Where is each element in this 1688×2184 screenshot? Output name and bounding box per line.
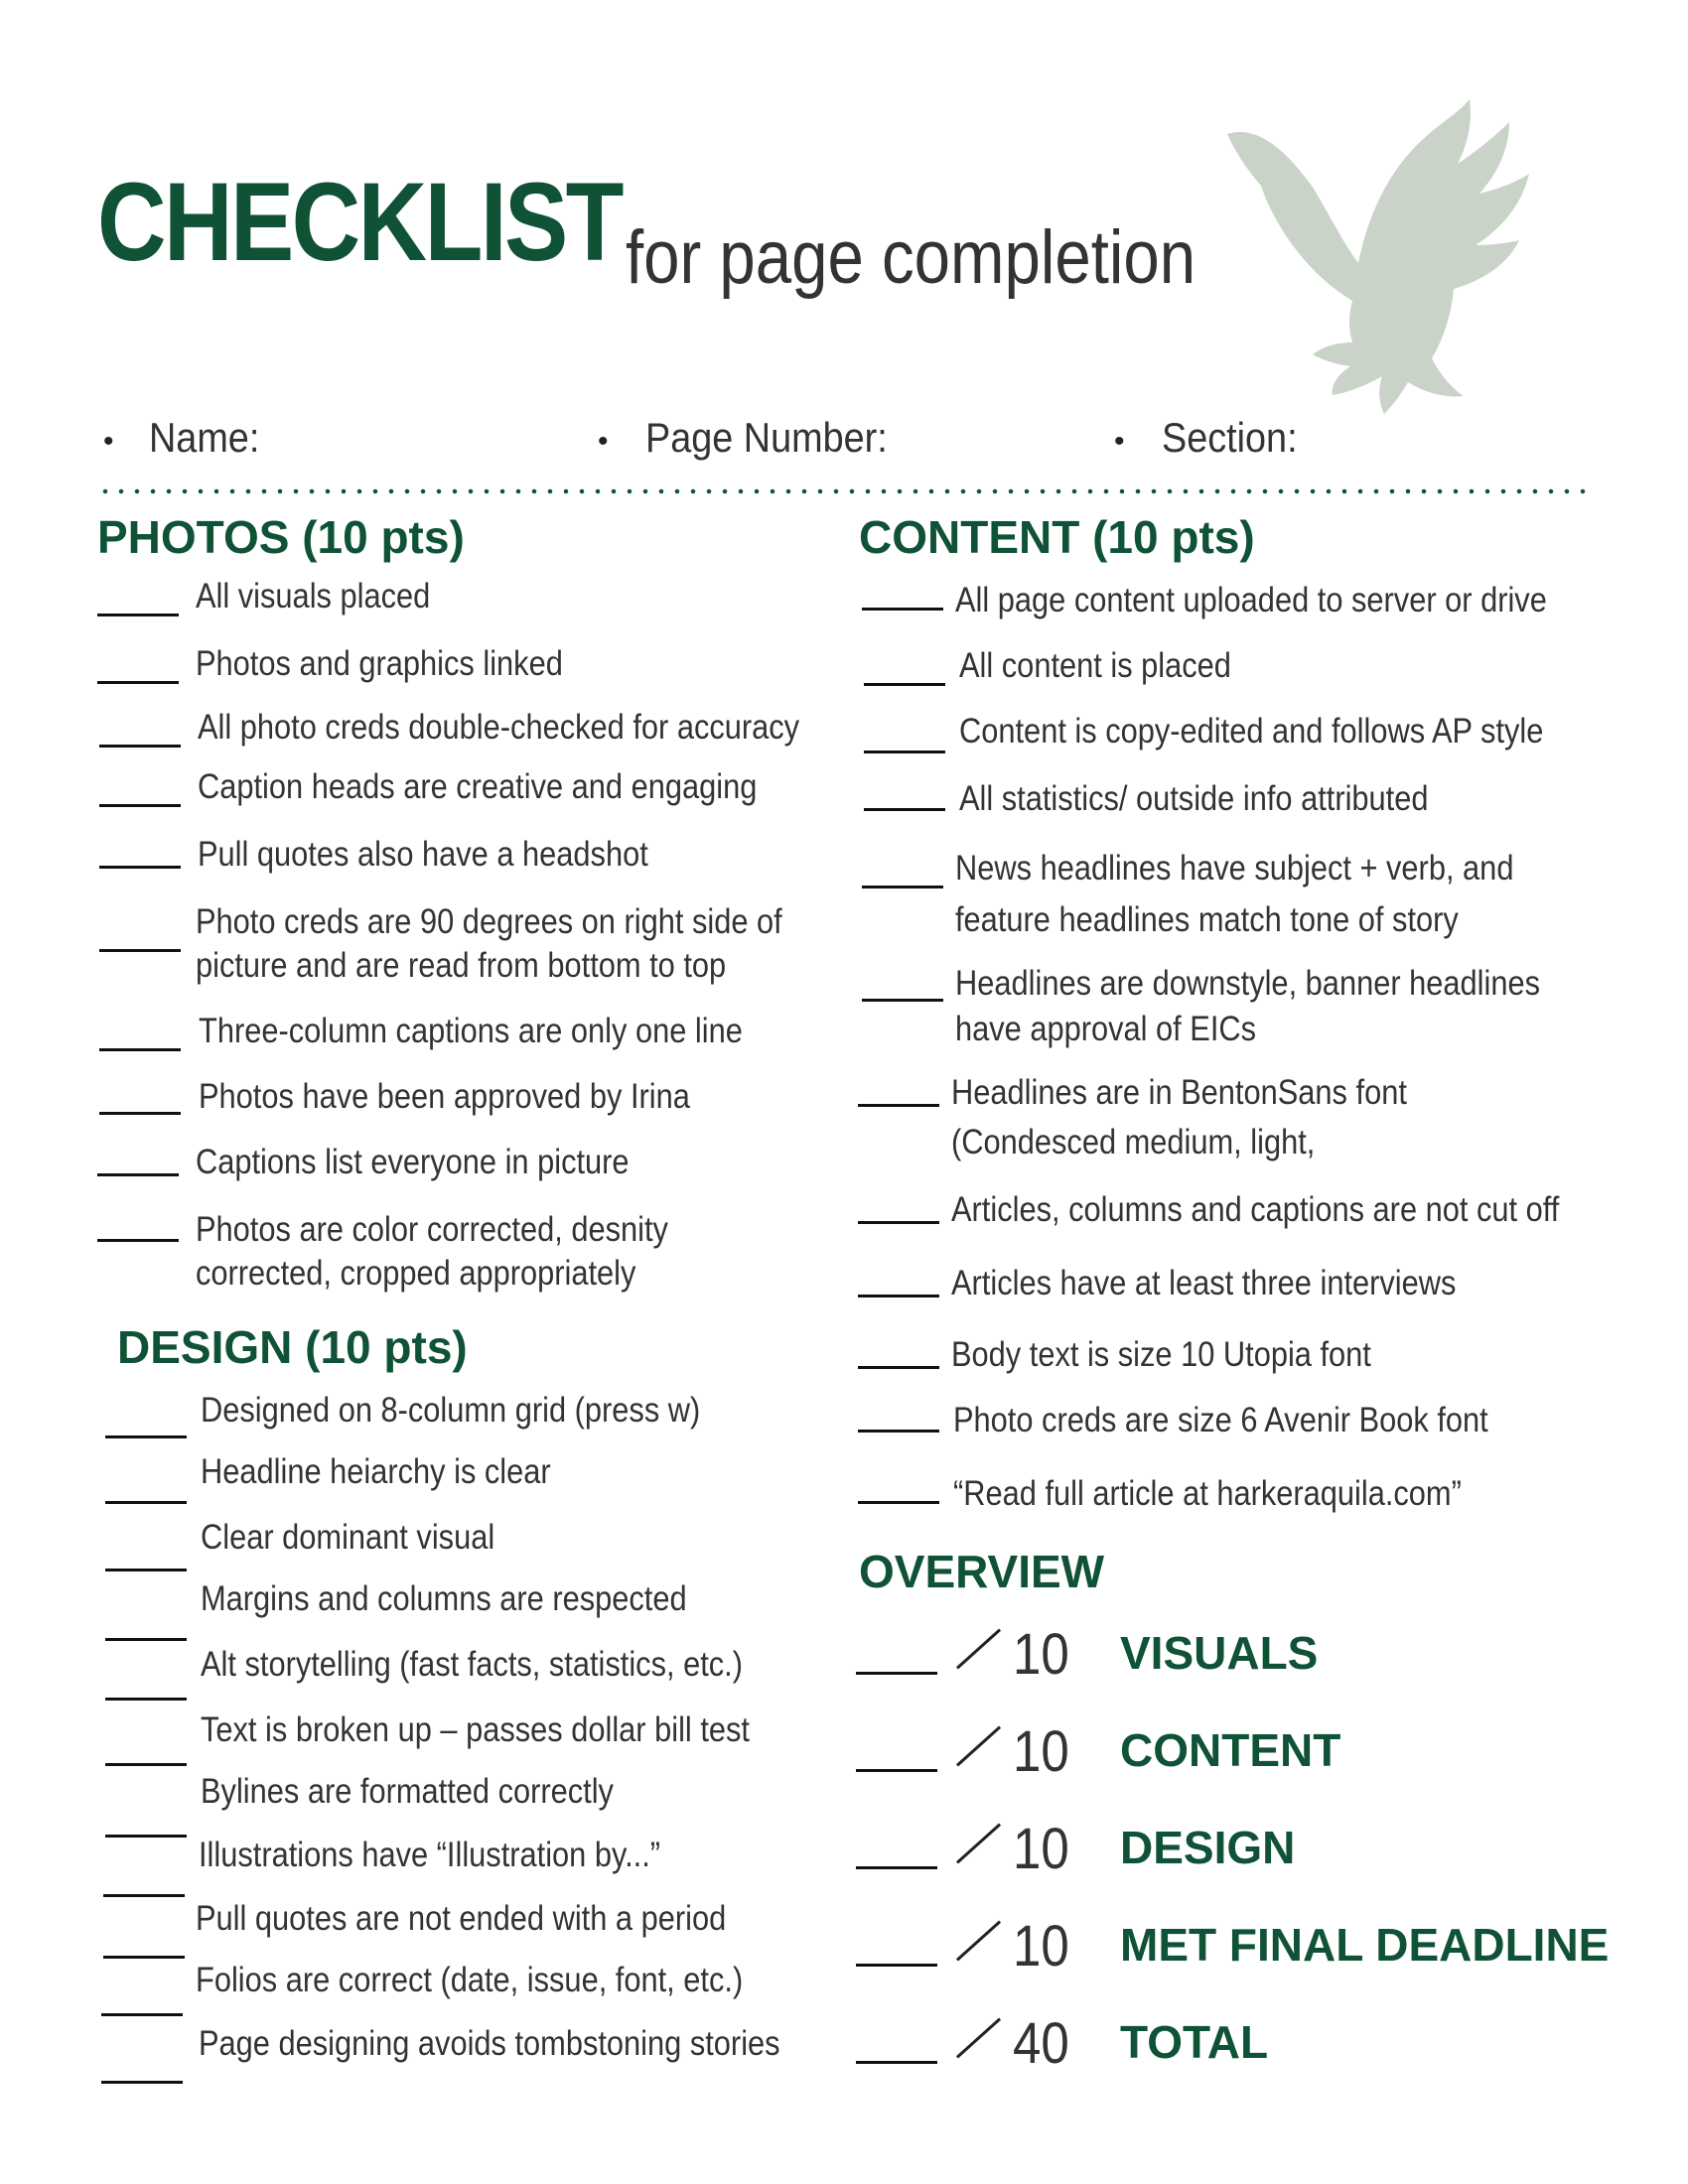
overview-label: DESIGN — [1120, 1822, 1296, 1873]
photos-item: Three-column captions are only one line — [199, 1012, 743, 1050]
design-item: Margins and columns are respected — [201, 1579, 687, 1618]
overview-max-score: 10 — [1013, 1817, 1069, 1881]
blank-line — [856, 1672, 937, 1675]
photos-item: Photos have been approved by Irina — [199, 1077, 690, 1116]
photos-item: corrected, cropped appropriately — [196, 1254, 636, 1293]
slash-icon — [956, 1628, 1001, 1669]
photos-item: Pull quotes also have a headshot — [198, 835, 648, 874]
blank-line — [858, 1430, 939, 1433]
bullet-icon: • — [103, 425, 114, 458]
content-item: All page content uploaded to server or drive — [955, 581, 1547, 619]
bullet-icon: • — [598, 425, 609, 458]
overview-label: CONTENT — [1120, 1724, 1341, 1776]
design-item: Illustrations have “Illustration by...” — [199, 1836, 661, 1874]
blank-line — [99, 866, 181, 869]
photos-item: Photo creds are 90 degrees on right side of — [196, 902, 782, 941]
blank-line — [105, 1501, 187, 1504]
blank-line — [105, 1698, 187, 1701]
blank-line — [862, 999, 943, 1002]
blank-line — [105, 1763, 187, 1766]
photos-item: All photo creds double-checked for accuracy — [198, 708, 800, 747]
content-item: All content is placed — [959, 646, 1231, 685]
design-heading: DESIGN (10 pts) — [117, 1321, 468, 1373]
content-item: Body text is size 10 Utopia font — [951, 1335, 1371, 1374]
design-item: Folios are correct (date, issue, font, etc.) — [196, 1961, 744, 1999]
page-number-field-label: Page Number: — [645, 414, 888, 461]
content-item: Articles have at least three interviews — [951, 1264, 1457, 1302]
blank-line — [864, 683, 945, 686]
design-item: Pull quotes are not ended with a period — [196, 1899, 727, 1938]
page-title: CHECKLIST — [97, 160, 622, 284]
blank-line — [97, 614, 179, 616]
blank-line — [856, 2061, 937, 2064]
content-item: News headlines have subject + verb, and — [955, 849, 1514, 887]
photos-item: Caption heads are creative and engaging — [198, 767, 758, 806]
slash-icon — [956, 1725, 1001, 1766]
content-item: Articles, columns and captions are not cut off — [951, 1190, 1560, 1229]
content-heading: CONTENT (10 pts) — [859, 511, 1255, 563]
content-item: Headlines are in BentonSans font — [951, 1073, 1407, 1112]
blank-line — [862, 608, 943, 611]
content-item: All statistics/ outside info attributed — [959, 779, 1429, 818]
blank-line — [858, 1366, 939, 1369]
content-item: Photo creds are size 6 Avenir Book font — [953, 1401, 1488, 1439]
blank-line — [858, 1295, 939, 1297]
blank-line — [99, 1048, 181, 1051]
photos-heading: PHOTOS (10 pts) — [97, 511, 465, 563]
blank-line — [101, 2013, 183, 2016]
photos-item: Captions list everyone in picture — [196, 1143, 630, 1181]
blank-line — [97, 681, 179, 684]
slash-icon — [956, 2017, 1001, 2058]
slash-icon — [956, 1823, 1001, 1863]
blank-line — [856, 1866, 937, 1869]
photos-item: picture and are read from bottom to top — [196, 946, 727, 985]
blank-line — [864, 808, 945, 811]
blank-line — [858, 1104, 939, 1107]
blank-line — [99, 949, 181, 952]
page-subtitle: for page completion — [626, 215, 1196, 300]
blank-line — [856, 1964, 937, 1967]
design-item: Page designing avoids tombstoning stories — [199, 2024, 780, 2063]
overview-label: TOTAL — [1120, 2016, 1269, 2068]
blank-line — [101, 2081, 183, 2084]
overview-max-score: 10 — [1013, 1914, 1069, 1979]
blank-line — [856, 1769, 937, 1772]
blank-line — [103, 1956, 185, 1959]
content-item: Headlines are downstyle, banner headlines — [955, 964, 1541, 1003]
slash-icon — [956, 1920, 1001, 1961]
blank-line — [99, 1112, 181, 1115]
dotted-divider — [97, 488, 1592, 494]
overview-max-score: 10 — [1013, 1719, 1069, 1784]
blank-line — [105, 1638, 187, 1641]
content-item: have approval of EICs — [955, 1010, 1257, 1048]
blank-line — [858, 1221, 939, 1224]
design-item: Bylines are formatted correctly — [201, 1772, 614, 1811]
design-item: Text is broken up – passes dollar bill test — [201, 1710, 750, 1749]
name-field-label: Name: — [149, 414, 260, 461]
design-item: Headline heiarchy is clear — [201, 1452, 551, 1491]
photos-item: All visuals placed — [196, 577, 431, 615]
blank-line — [105, 1435, 187, 1438]
section-field-label: Section: — [1162, 414, 1298, 461]
design-item: Designed on 8-column grid (press w) — [201, 1391, 701, 1430]
overview-label: MET FINAL DEADLINE — [1120, 1919, 1610, 1971]
content-item: Content is copy-edited and follows AP style — [959, 712, 1544, 751]
bullet-icon: • — [1114, 425, 1125, 458]
photos-item: Photos and graphics linked — [196, 644, 563, 683]
overview-max-score: 40 — [1013, 2011, 1069, 2076]
photos-item: Photos are color corrected, desnity — [196, 1210, 668, 1249]
content-item: “Read full article at harkeraquila.com” — [953, 1474, 1462, 1513]
design-item: Alt storytelling (fast facts, statistics, etc.) — [201, 1645, 743, 1684]
blank-line — [105, 1835, 187, 1838]
blank-line — [97, 1239, 179, 1242]
eagle-logo-icon — [1219, 94, 1547, 432]
design-item: Clear dominant visual — [201, 1518, 495, 1557]
overview-heading: OVERVIEW — [859, 1546, 1105, 1597]
blank-line — [864, 751, 945, 753]
overview-label: VISUALS — [1120, 1627, 1319, 1679]
blank-line — [862, 886, 943, 888]
blank-line — [103, 1894, 185, 1897]
blank-line — [858, 1501, 939, 1504]
content-item: (Condesced medium, light, — [951, 1123, 1316, 1161]
blank-line — [99, 804, 181, 807]
blank-line — [99, 745, 181, 748]
blank-line — [97, 1173, 179, 1176]
blank-line — [105, 1569, 187, 1571]
content-item: feature headlines match tone of story — [955, 900, 1459, 939]
overview-max-score: 10 — [1013, 1622, 1069, 1687]
